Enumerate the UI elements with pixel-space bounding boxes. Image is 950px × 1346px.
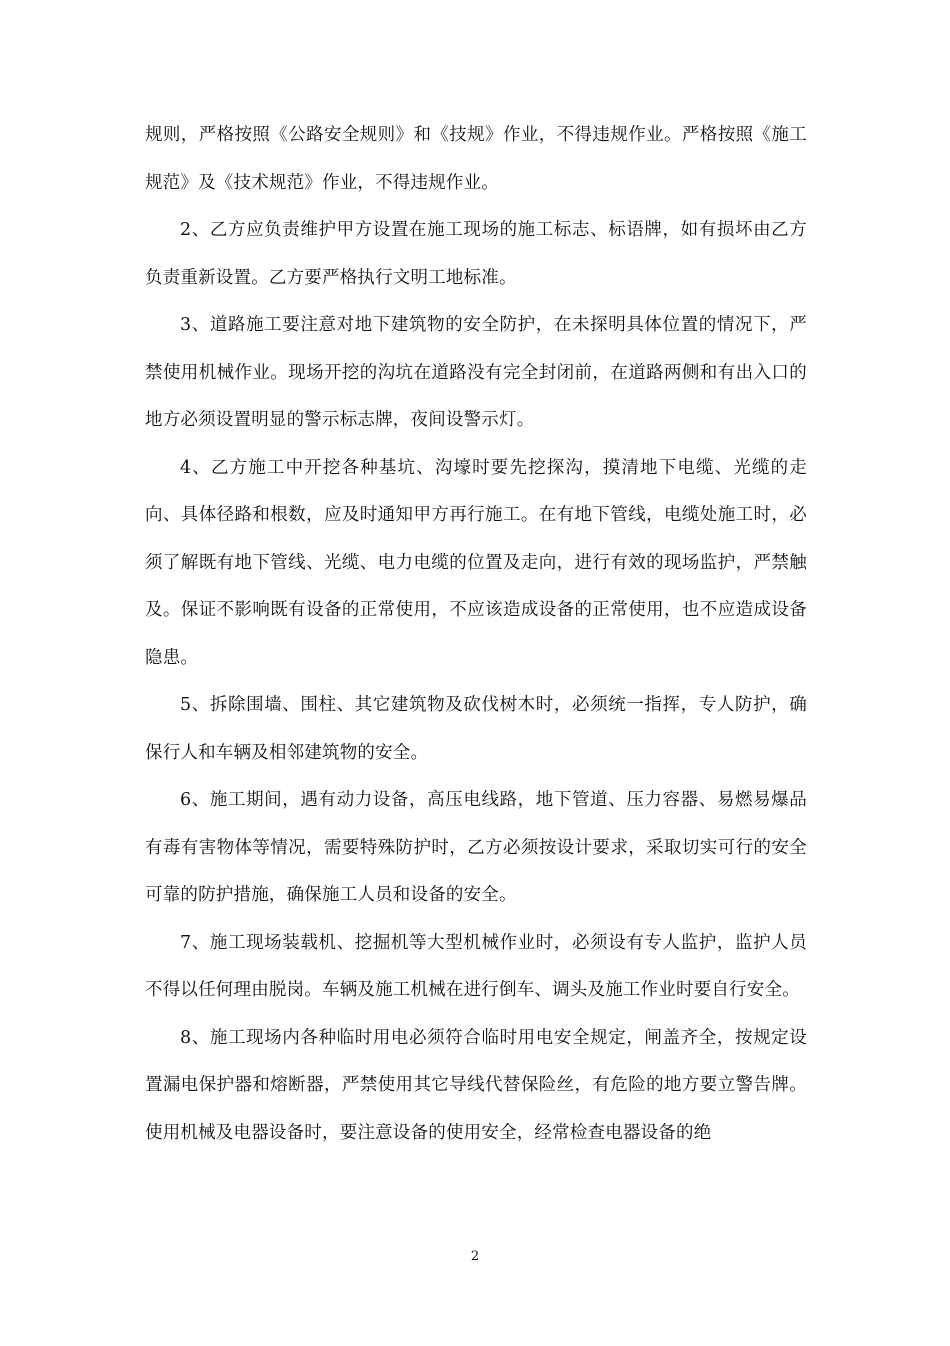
paragraph-item-4: 4、乙方施工中开挖各种基坑、沟壕时要先挖探沟，摸清地下电缆、光缆的走向、具体径路和根数，应及时通知甲方再行施工。在有地下管线，电缆处施工时，必须了解既有地下管线、光缆、电力电缆的位置及走向，进行有效的现场监护，严禁触及。保证不影响既有设备的正常使用，不应该造成设备的正常使用，也不应造成设备隐患。 [145, 457, 807, 668]
paragraph-item-6: 6、施工期间，遇有动力设备，高压电线路，地下管道、压力容器、易燃易爆品有毒有害物体等情况，需要特殊防护时，乙方必须按设计要求，采取切实可行的安全可靠的防护措施，确保施工人员和设备的安全。 [145, 790, 807, 905]
paragraph-item-3: 3、道路施工要注意对地下建筑物的安全防护，在未探明具体位置的情况下，严禁使用机械作业。现场开挖的沟坑在道路没有完全封闭前，在道路两侧和有出入口的地方必须设置明显的警示标志牌，夜间设警示灯。 [145, 315, 807, 430]
paragraph-item-5: 5、拆除围墙、围柱、其它建筑物及砍伐树木时，必须统一指挥，专人防护，确保行人和车辆及相邻建筑物的安全。 [145, 695, 807, 763]
document-body [145, 112, 807, 1157]
paragraph-item-7: 7、施工现场装载机、挖掘机等大型机械作业时，必须设有专人监护，监护人员不得以任何理由脱岗。车辆及施工机械在进行倒车、调头及施工作业时要自行安全。 [145, 932, 807, 1000]
paragraph-item-2: 2、乙方应负责维护甲方设置在施工现场的施工标志、标语牌，如有损坏由乙方负责重新设置。乙方要严格执行文明工地标准。 [145, 220, 807, 288]
paragraph-item-8: 8、施工现场内各种临时用电必须符合临时用电安全规定，闸盖齐全，按规定设置漏电保护器和熔断器，严禁使用其它导线代替保险丝，有危险的地方要立警告牌。使用机械及电器设备时，要注意设备的使用安全，经常检查电器设备的绝 [145, 1027, 807, 1143]
paragraph-continuation: 规则，严格按照《公路安全规则》和《技规》作业，不得违规作业。严格按照《施工规范》及《技术规范》作业，不得违规作业。 [145, 125, 807, 193]
page-number: 2 [470, 1249, 480, 1264]
